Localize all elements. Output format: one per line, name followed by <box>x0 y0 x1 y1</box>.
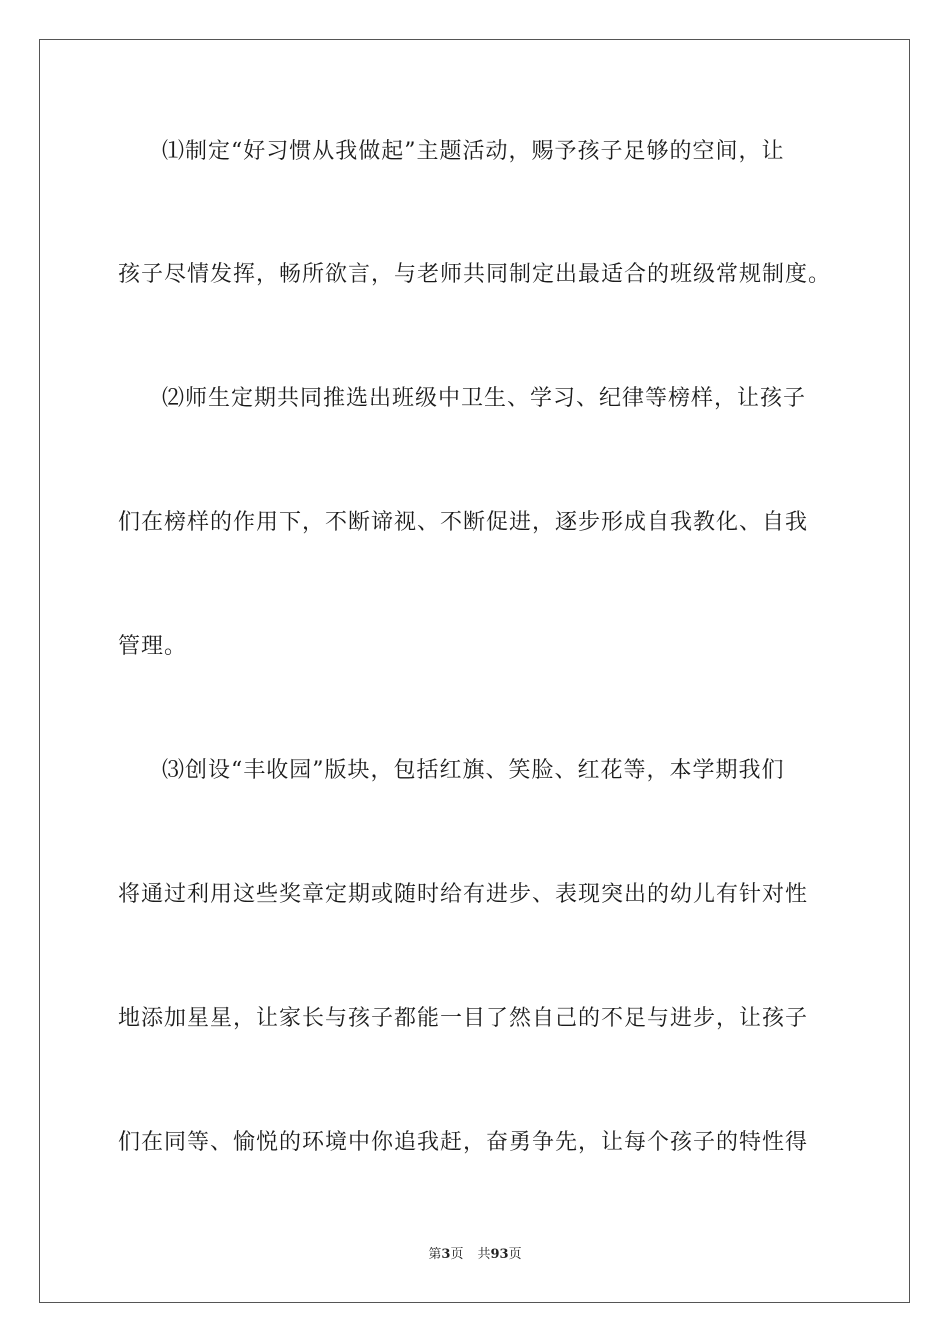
paragraph-line: 管理。 <box>118 634 188 659</box>
paragraph-line: 孩子尽情发挥，畅所欲言，与老师共同制定出最适合的班级常规制度。 <box>118 262 832 287</box>
paragraph-line: ⑵师生定期共同推选出班级中卫生、学习、纪律等榜样，让孩子 <box>162 386 807 411</box>
paragraph-line: ⑴制定“好习惯从我做起”主题活动，赐予孩子足够的空间，让 <box>162 139 785 164</box>
page-border <box>39 39 910 1303</box>
footer-page-suffix: 页 <box>450 1247 464 1262</box>
footer-page-prefix: 第 <box>428 1247 442 1262</box>
page-footer <box>0 1246 950 1264</box>
paragraph-line: 们在同等、愉悦的环境中你追我赶，奋勇争先，让每个孩子的特性得 <box>118 1130 809 1155</box>
paragraph-line: 将通过利用这些奖章定期或随时给有进步、表现突出的幼儿有针对性 <box>118 882 809 907</box>
footer-total-pages: 93 <box>490 1247 509 1262</box>
paragraph-line: 地添加星星，让家长与孩子都能一目了然自己的不足与进步，让孩子 <box>118 1006 809 1031</box>
paragraph-line: 们在榜样的作用下，不断谛视、不断促进，逐步形成自我教化、自我 <box>118 510 809 535</box>
footer-total-suffix: 页 <box>508 1247 522 1262</box>
footer-total-prefix: 共 <box>477 1247 491 1262</box>
paragraph-line: ⑶创设“丰收园”版块，包括红旗、笑脸、红花等，本学期我们 <box>162 758 785 783</box>
footer-page-number: 3 <box>441 1247 451 1262</box>
